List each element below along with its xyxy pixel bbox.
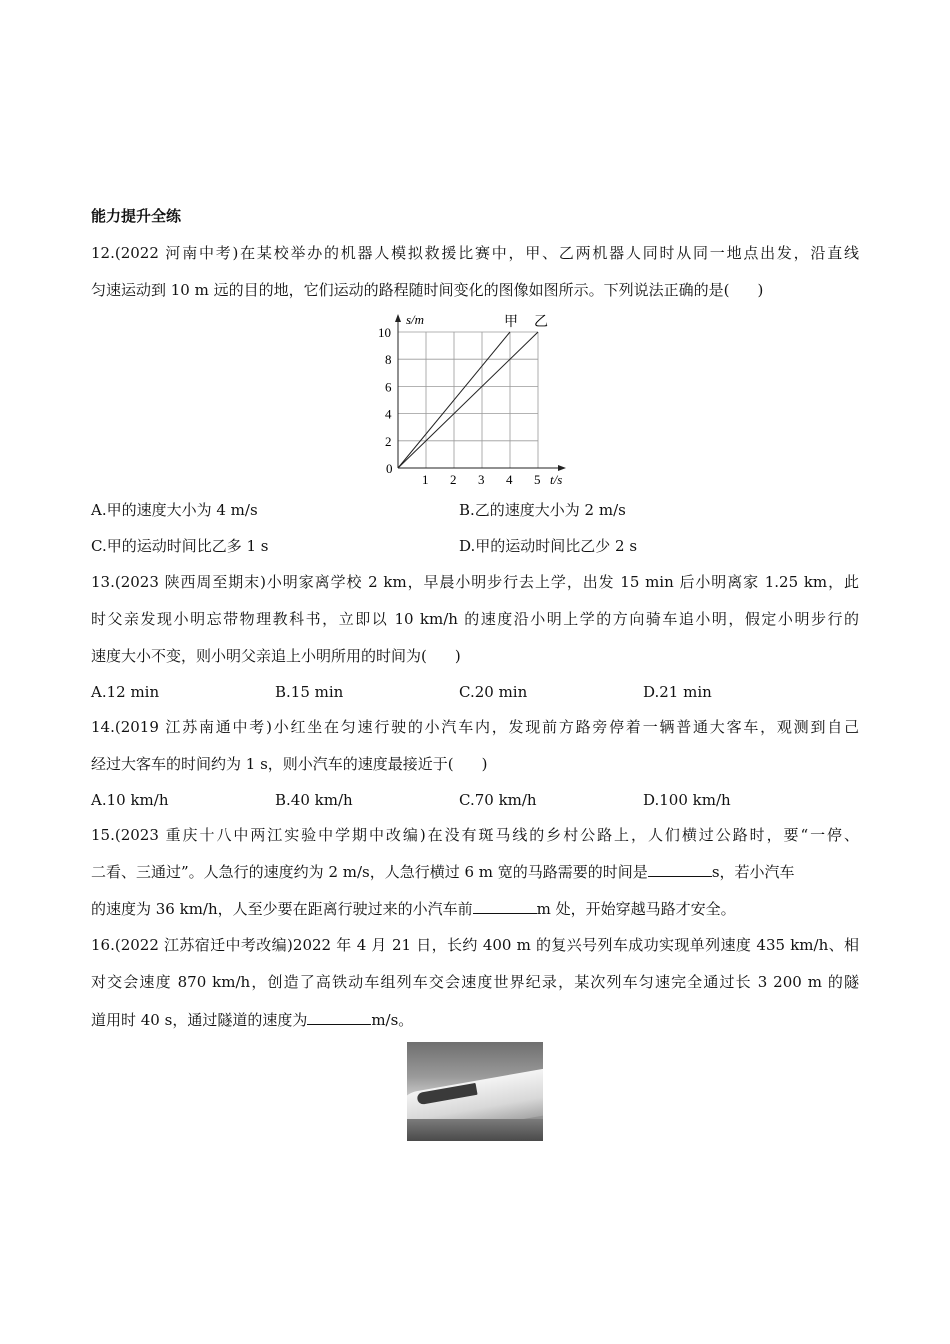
q15-line1: 15.(2023 重庆十八中两江实验中学期中改编)在没有斑马线的乡村公路上，人们横过公路时，要“一停、	[91, 826, 859, 844]
q13-line3	[91, 646, 461, 666]
section-title: 能力提升全练	[91, 207, 182, 225]
x-tick-label: 3	[478, 472, 485, 487]
y-tick-label: 10	[378, 325, 391, 340]
q16-blank-1[interactable]	[307, 1010, 371, 1025]
q16-line2: 对交会速度 870 km/h，创造了高铁动车组列车交会速度世界纪录，某次列车匀速完全通过长 3 200 m 的隧	[91, 973, 859, 991]
q15-line3-text-b: m 处，开始穿越马路才安全。	[536, 900, 736, 918]
x-axis-label: t/s	[550, 472, 563, 487]
q15-line2	[91, 862, 795, 882]
x-axis-arrow	[558, 465, 566, 471]
q12-line2-end: )	[757, 281, 764, 299]
y-tick-label: 2	[385, 433, 392, 449]
q12-line2	[91, 280, 763, 300]
q14-option-c[interactable]: C.70 km/h	[459, 791, 537, 809]
st-graph	[366, 308, 576, 490]
q13-line3-end: )	[454, 647, 461, 665]
y-axis-arrow	[395, 314, 401, 322]
high-speed-train-photo	[407, 1042, 543, 1141]
q12-line2-text: 匀速运动到 10 m 远的目的地，它们运动的路程随时间变化的图像如图所示。下列说法正确的是(	[91, 281, 730, 299]
q12-line1: 12.(2022 河南中考)在某校举办的机器人模拟救援比赛中，甲、乙两机器人同时从同一地点出发，沿直线	[91, 244, 859, 262]
q12-option-b[interactable]: B.乙的速度大小为 2 m/s	[459, 501, 626, 519]
origin-label: 0	[386, 461, 393, 476]
q14-line1: 14.(2019 江苏南通中考)小红坐在匀速行驶的小汽车内，发现前方路旁停着一辆普通大客车，观测到自己	[91, 718, 859, 736]
chart-series	[398, 332, 538, 468]
q13-option-c[interactable]: C.20 min	[459, 683, 528, 701]
q15-line2-text-b: s，若小汽车	[711, 863, 795, 881]
q12-option-c[interactable]: C.甲的运动时间比乙多 1 s	[91, 537, 269, 555]
q13-option-b[interactable]: B.15 min	[275, 683, 344, 701]
q14-line2-text: 经过大客车的时间约为 1 s，则小汽车的速度最接近于(	[91, 755, 454, 773]
series-label-yi: 乙	[534, 314, 548, 330]
q14-option-a[interactable]: A.10 km/h	[91, 791, 169, 809]
q13-option-a[interactable]: A.12 min	[91, 683, 160, 701]
x-tick-label: 5	[534, 472, 541, 487]
y-tick-label: 6	[385, 379, 392, 395]
q15-line2-text-a: 二看、三通过”。人急行的速度约为 2 m/s，人急行横过 6 m 宽的马路需要的时间是	[91, 863, 648, 881]
q15-blank-1[interactable]	[648, 862, 712, 877]
q14-line2	[91, 754, 488, 774]
y-axis-label: s/m	[406, 312, 425, 327]
q14-line2-end: )	[481, 755, 488, 773]
q15-blank-2[interactable]	[473, 899, 537, 914]
q16-line3-text-a: 道用时 40 s，通过隧道的速度为	[91, 1011, 308, 1029]
q15-line3-text-a: 的速度为 36 km/h，人至少要在距离行驶过来的小汽车前	[91, 900, 473, 918]
q16-line3-text-b: m/s。	[371, 1011, 414, 1029]
q13-line3-text: 速度大小不变，则小明父亲追上小明所用的时间为(	[91, 647, 427, 665]
platform	[407, 1119, 543, 1141]
q13-line1: 13.(2023 陕西周至期末)小明家离学校 2 km，早晨小明步行去上学，出发 15 min 后小明离家 1.25 km，此	[91, 573, 859, 591]
q16-line3	[91, 1010, 413, 1030]
x-tick-label: 4	[506, 472, 513, 487]
q15-line3	[91, 899, 736, 919]
q14-option-d[interactable]: D.100 km/h	[643, 791, 731, 809]
q14-option-b[interactable]: B.40 km/h	[275, 791, 353, 809]
q13-option-d[interactable]: D.21 min	[643, 683, 712, 701]
series-line-yi	[398, 332, 538, 468]
q16-line1: 16.(2022 江苏宿迁中考改编)2022 年 4 月 21 日，长约 400 m 的复兴号列车成功实现单列速度 435 km/h、相	[91, 936, 859, 954]
y-tick-label: 8	[385, 352, 392, 368]
x-tick-label: 2	[450, 472, 457, 487]
q12-option-a[interactable]: A.甲的速度大小为 4 m/s	[91, 501, 258, 519]
series-label-jia: 甲	[504, 314, 518, 330]
q13-line2: 时父亲发现小明忘带物理教科书，立即以 10 km/h 的速度沿小明上学的方向骑车追小明，假定小明步行的	[91, 610, 859, 628]
y-tick-label: 4	[385, 406, 392, 422]
q12-option-d[interactable]: D.甲的运动时间比乙少 2 s	[459, 537, 638, 555]
x-tick-label: 1	[422, 472, 429, 487]
